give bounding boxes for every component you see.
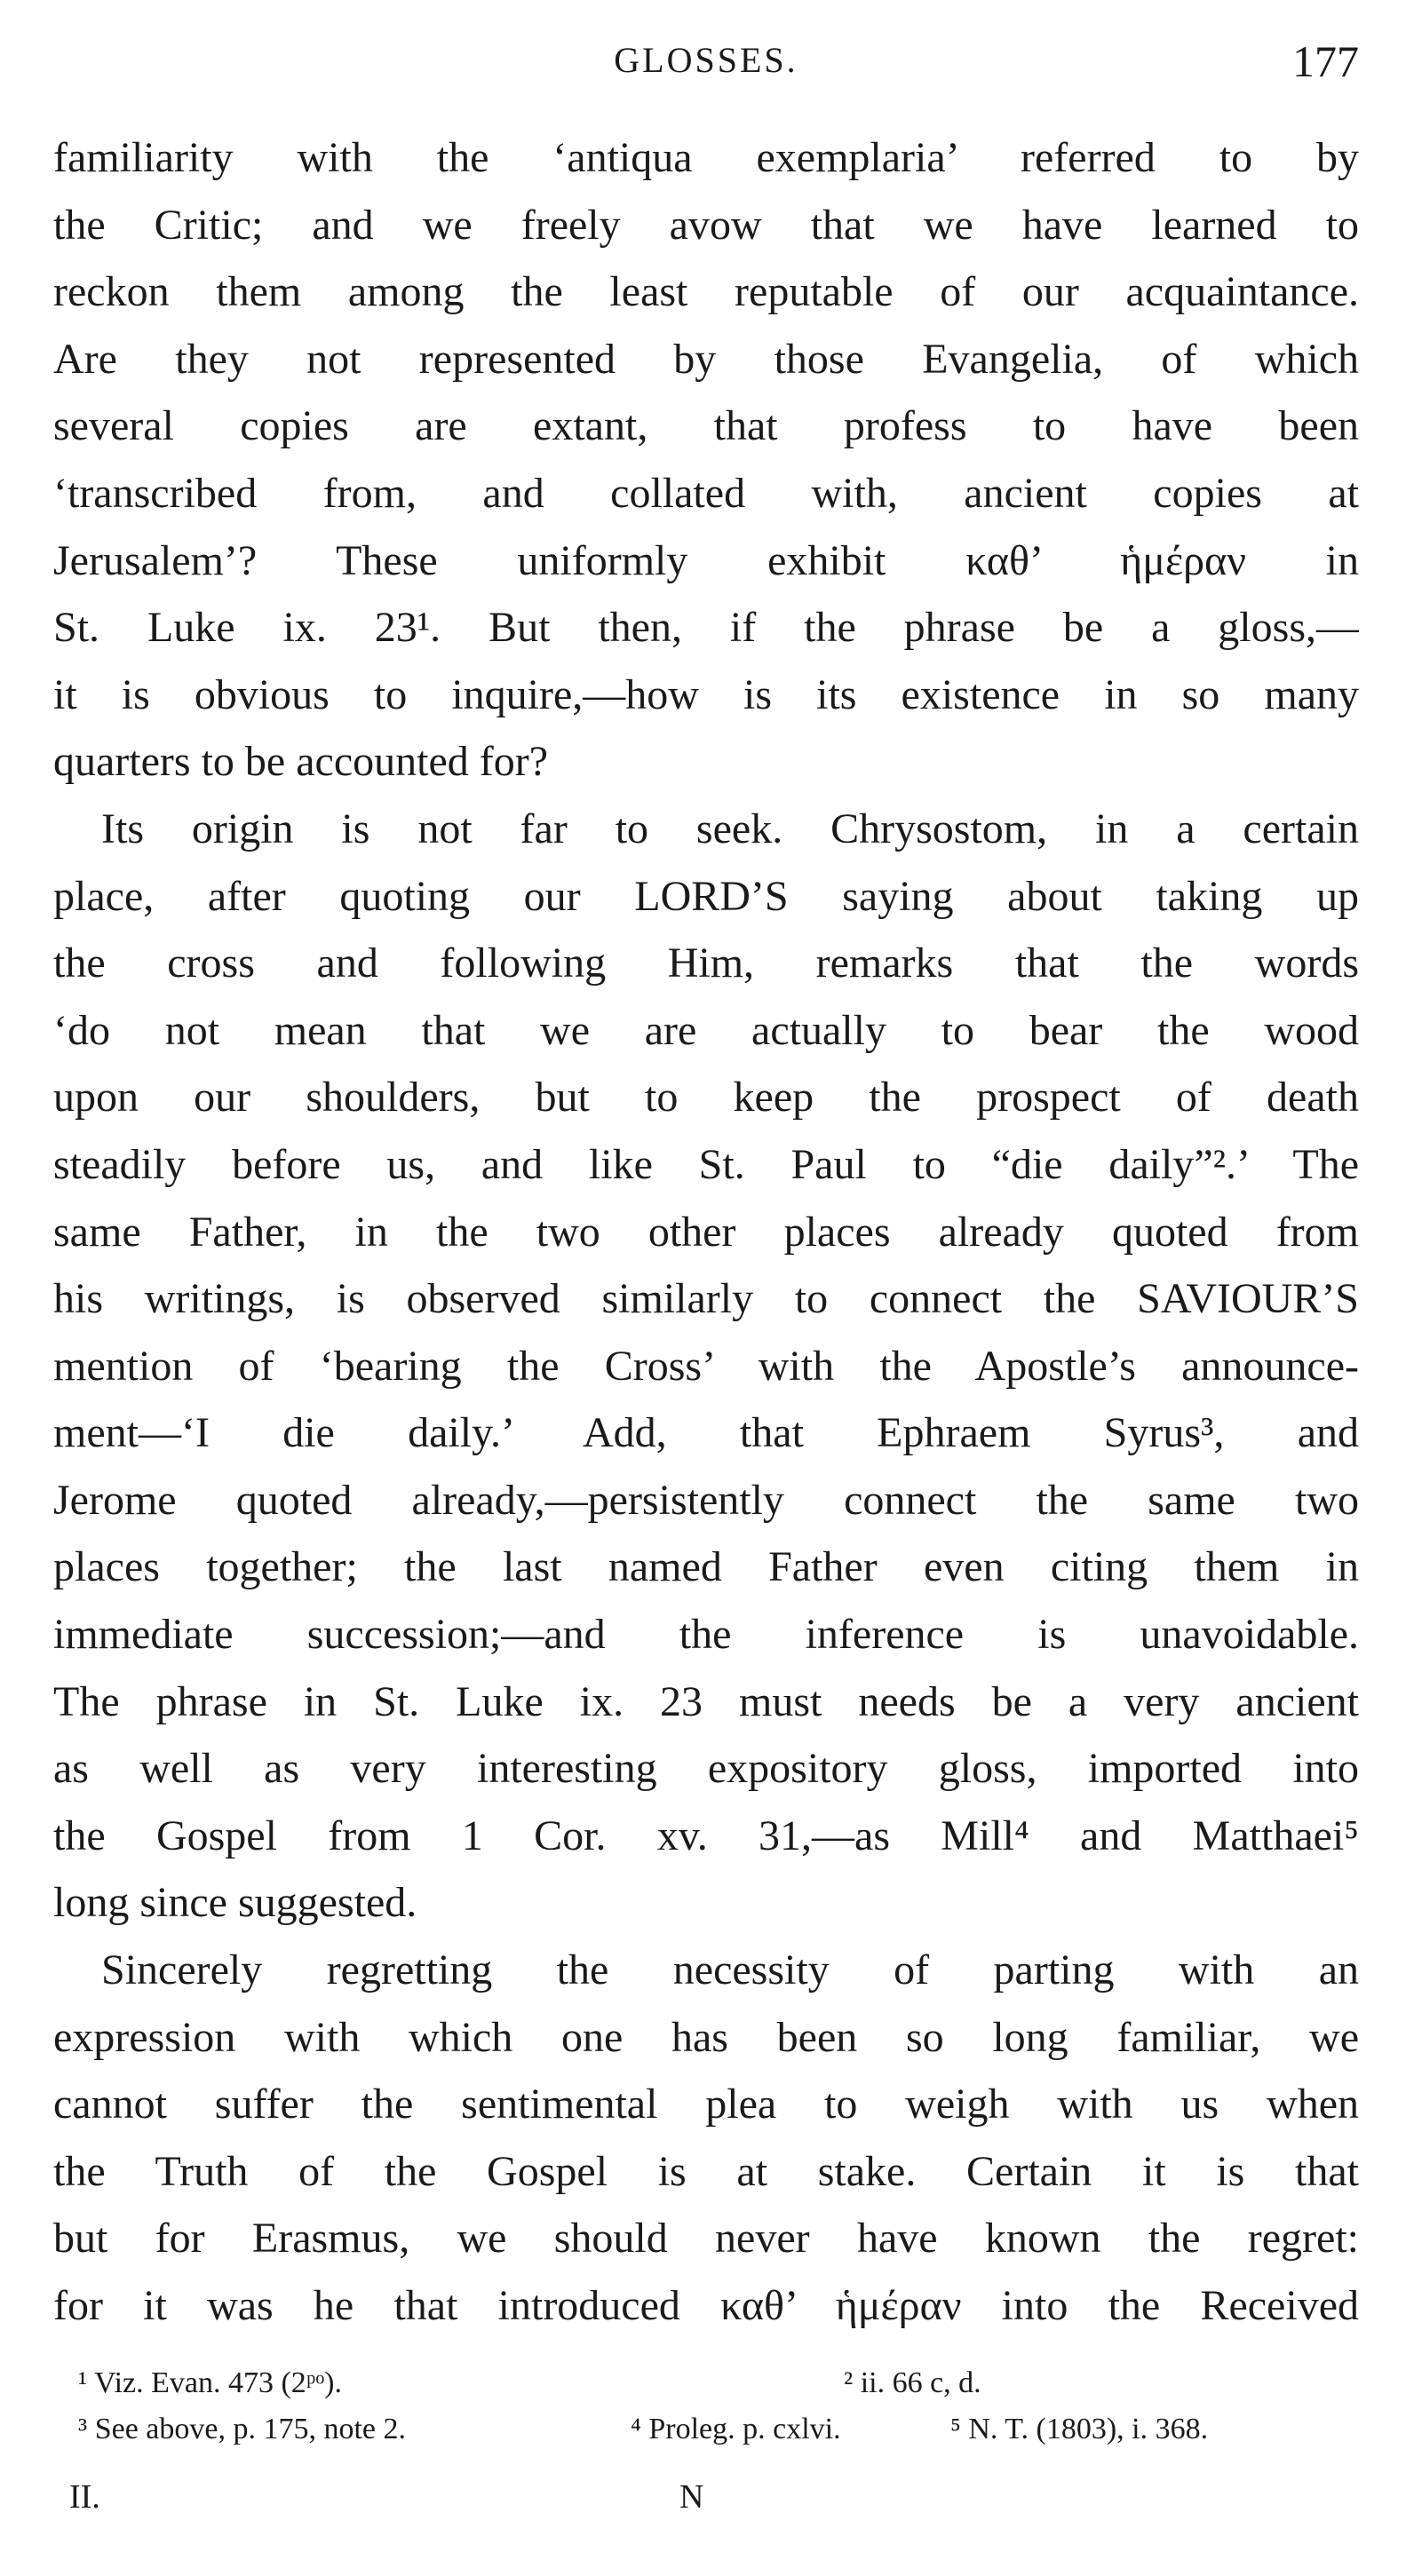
volume-mark: II. (69, 2478, 100, 2516)
text-line: the Gospel from 1 Cor. xv. 31,—as Mill⁴ and Matthaei⁵ (53, 1811, 1359, 1859)
text-line: but for Erasmus, we should never have known the regret: (53, 2215, 1359, 2263)
text-line: ‘do not mean that we are actually to bear the wood (53, 1006, 1359, 1054)
footnotes (53, 2360, 1359, 2453)
text-line: Are they not represented by those Evangelia, of which (53, 335, 1359, 383)
footnote-1: ¹ Viz. Evan. 473 (2ᵖᵒ). (78, 2366, 343, 2399)
text-line: the cross and following Him, remarks that the words (53, 939, 1359, 987)
text-line: steadily before us, and like St. Paul to “die daily”².’ The (53, 1140, 1359, 1188)
paragraph-start-line: Sincerely regretting the necessity of parting with an (101, 1946, 1359, 1994)
text-line: The phrase in St. Luke ix. 23 must needs be a very ancient (53, 1677, 1359, 1725)
footnote-2: ² ii. 66 c, d. (844, 2366, 981, 2399)
text-line: mention of ‘bearing the Cross’ with the Apostle’s announce- (53, 1342, 1359, 1390)
signature-row (53, 2477, 1359, 2531)
text-line: it is obvious to inquire,—how is its existence in so many (53, 670, 1359, 718)
body-text (53, 124, 1359, 2340)
text-line: as well as very interesting expository gloss, imported into (53, 1745, 1359, 1793)
text-line: his writings, is observed similarly to connect the SAVIOUR’S (53, 1275, 1359, 1323)
text-line: the Truth of the Gospel is at stake. Certain it is that (53, 2147, 1359, 2195)
text-line: several copies are extant, that profess to have been (53, 402, 1359, 450)
paragraph-start-line: Its origin is not far to seek. Chrysostom, in a certain (101, 805, 1359, 852)
text-line: expression with which one has been so long familiar, we (53, 2013, 1359, 2061)
signature-mark: N (679, 2478, 704, 2516)
running-head (53, 34, 1359, 87)
text-line: ‘transcribed from, and collated with, ancient copies at (53, 469, 1359, 517)
text-line: Jerusalem’? These uniformly exhibit καθ’ ἡμέραν in (53, 536, 1359, 584)
text-line: familiarity with the ‘antiqua exemplaria’ referred to by (53, 134, 1359, 181)
footnote-4: ⁴ Proleg. p. cxlvi. (631, 2413, 841, 2445)
text-line: same Father, in the two other places already quoted from (53, 1208, 1359, 1256)
text-line: for it was he that introduced καθ’ ἡμέραν into the Received (53, 2282, 1359, 2329)
text-line: place, after quoting our LORD’S saying about taking up (53, 872, 1359, 920)
text-line: places together; the last named Father even citing them in (53, 1543, 1359, 1591)
text-line: reckon them among the least reputable of our acquaintance. (53, 268, 1359, 316)
text-line: Jerome quoted already,—persistently connect the same two (53, 1476, 1359, 1524)
text-line: immediate succession;—and the inference is unavoidable. (53, 1611, 1359, 1659)
text-line: long since suggested. (53, 1879, 417, 1927)
page-number: 177 (1292, 36, 1359, 86)
running-title: GLOSSES. (614, 40, 798, 80)
footnote-row (53, 2360, 1359, 2406)
footnote-row (53, 2406, 1359, 2453)
text-line: cannot suffer the sentimental plea to weigh with us when (53, 2081, 1359, 2128)
text-line: the Critic; and we freely avow that we have learned to (53, 201, 1359, 249)
text-line: St. Luke ix. 23¹. But then, if the phrase be a gloss,— (53, 604, 1359, 652)
text-line: quarters to be accounted for? (53, 738, 549, 786)
text-line: upon our shoulders, but to keep the prospect of death (53, 1074, 1359, 1122)
text-line: ment—‘I die daily.’ Add, that Ephraem Syrus³, and (53, 1409, 1359, 1457)
footnote-5: ⁵ N. T. (1803), i. 368. (950, 2413, 1209, 2445)
footnote-3: ³ See above, p. 175, note 2. (78, 2413, 407, 2445)
